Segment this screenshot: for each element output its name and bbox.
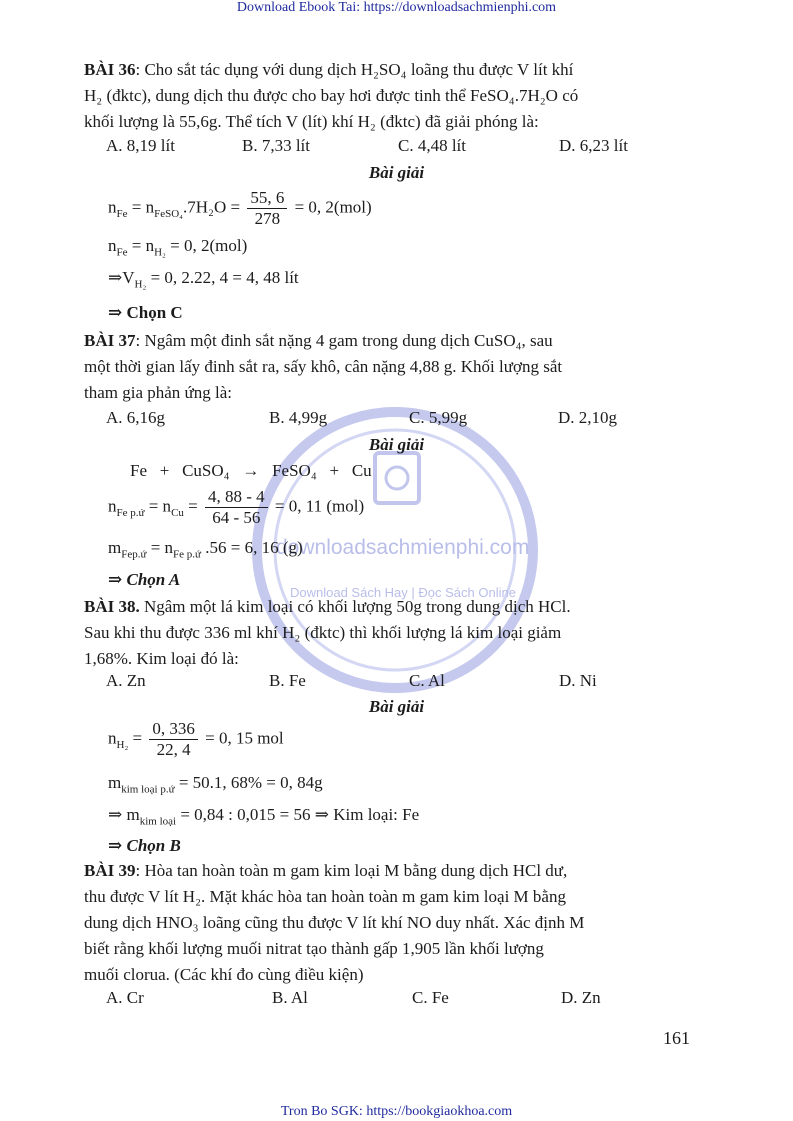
bai36-question: BÀI 36: Cho sắt tác dụng với dung dịch H₂SO₄ loãng thu được V lít khí H₂ (đktc), dung dịch thu được cho bay hơi được tinh thể FeSO₄.7H₂O có khối lượng là 55,6g. Thể tích V (lít) khí H₂ (đktc) đã giải phóng là: [84, 60, 579, 131]
bai38-option-d: D. Ni [559, 671, 597, 690]
bai36-equation-1: $n_{Fe} = n_{FeSO_4}.7H_2O$ = $\frac{55, 6}{278}$ = 0, 2(mol) [108, 188, 372, 228]
bai36-equation-2: $n_{Fe} = n_{H_2} = 0$, 2(mol) [108, 236, 248, 259]
bai37-option-c: C. 5,99g [409, 408, 468, 427]
watermark-site: downloadsachmienphi.com [276, 536, 530, 559]
bai38-answer: ⇒ Chọn B [108, 836, 181, 855]
bai37-solution-heading: Bài giải [368, 435, 425, 454]
bai36-option-a: A. 8,19 lít [106, 136, 175, 155]
bai38-option-c: C. Al [409, 671, 445, 690]
bai37-option-d: D. 2,10g [558, 408, 618, 427]
bai39-label: BÀI 39 [84, 861, 136, 880]
bai38-option-b: B. Fe [269, 671, 306, 690]
bai39-option-a: A. Cr [106, 988, 144, 1007]
page-number: 161 [663, 1028, 690, 1048]
bai39-option-c: C. Fe [412, 988, 449, 1007]
bai38-label: BÀI 38. [84, 597, 140, 616]
bai39-options [106, 988, 706, 1010]
footer-sgk-link[interactable]: Tron Bo SGK: https://bookgiaokhoa.com [280, 1104, 513, 1119]
bai37-reaction: Fe + CuSO₄ → FeSO₄ + Cu [130, 461, 372, 480]
bai36-label: BÀI 36 [84, 60, 136, 79]
bai39-question: BÀI 39: Hòa tan hoàn toàn m gam kim loại M bằng dung dịch HCl dư, thu được V lít H₂. Mặt khác hòa tan hoàn toàn m gam kim loại M bằng dung dịch HNO₃ loãng cũng thu được V lít khí NO duy nhất. Xác định M biết rằng khối lượng muối nitrat tạo thành gấp 1,905 lần khối lượng muối clorua. (Các khí đo cùng điều kiện) [84, 861, 585, 984]
bai36-option-c: C. 4,48 lít [398, 136, 467, 155]
bai39-option-b: B. Al [272, 988, 308, 1007]
bai36-solution-heading: Bài giải [368, 163, 425, 182]
bai38-equation-2: $m_{kim loại p.ứ} = 50.1$, 68% = 0, 84g [108, 773, 323, 796]
bai38-equation-1: $n_{H_2}$ = $\frac{0, 336}{22, 4}$ = 0, 15 mol [108, 719, 284, 759]
bai38-solution-heading: Bài giải [368, 697, 425, 716]
bai36-answer: ⇒ Chọn C [108, 303, 183, 322]
bai39-option-d: D. Zn [561, 988, 601, 1007]
bai37-equation-1: $n_{Fe p.ứ} = n_{Cu}$ = $\frac{4, 88 - 4}{64 - 56}$ = 0, 11 (mol) [108, 487, 365, 527]
bai38-options [106, 671, 706, 693]
watermark-tagline: Download Sách Hay | Đọc Sách Online [290, 585, 516, 600]
bai38-option-a: A. Zn [106, 671, 146, 690]
bai37-question: BÀI 37: Ngâm một đinh sắt nặng 4 gam trong dung dịch CuSO₄, sau một thời gian lấy đinh sắt ra, sấy khô, cân nặng 4,88 g. Khối lượng sắt tham gia phản ứng là: [84, 331, 563, 402]
bai38-equation-3: ⇒ $m_{kim loại} = 0,84$ : 0,015 = 56 ⇒ Kim loại: Fe [108, 805, 420, 828]
header-download-link[interactable]: Download Ebook Tai: https://downloadsachmienphi.com [236, 0, 557, 15]
bai36-options [106, 136, 706, 158]
bai37-options [106, 408, 706, 430]
bai36-option-b: B. 7,33 lít [242, 136, 311, 155]
bai38-question: BÀI 38. Ngâm một lá kim loại có khối lượng 50g trong dung dịch HCl. Sau khi thu được 336 ml khí H₂ (đktc) thì khối lượng lá kim loại giảm 1,68%. Kim loại đó là: [84, 597, 571, 668]
bai36-equation-3: $\Rightarrow V_{H_2} = 0$, 2.22, 4 = 4, 48 lít [108, 268, 299, 291]
bai36-option-d: D. 6,23 lít [559, 136, 628, 155]
bai37-answer: ⇒ Chọn A [108, 570, 181, 589]
bai37-option-a: A. 6,16g [106, 408, 166, 427]
bai37-label: BÀI 37 [84, 331, 136, 350]
bai37-option-b: B. 4,99g [269, 408, 328, 427]
bai37-equation-2: $m_{Fep.ứ} = n_{Fe p.ứ}$ .56 = 6, 16 (g) [108, 538, 303, 561]
